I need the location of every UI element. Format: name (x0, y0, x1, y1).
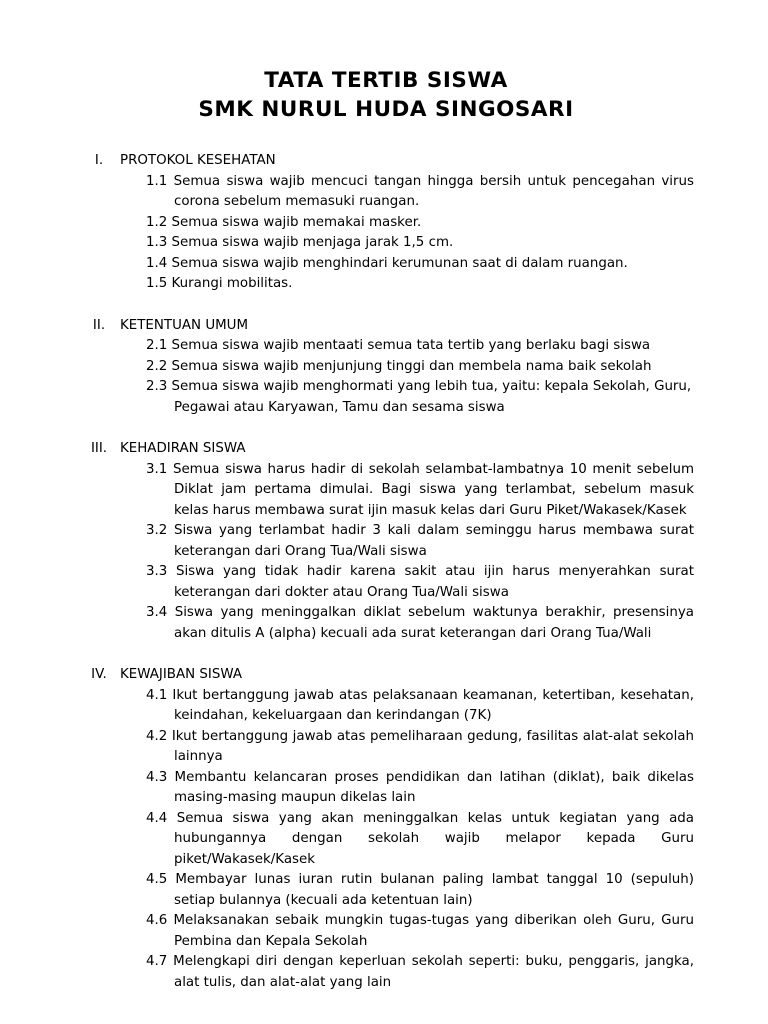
list-item: 4.7 Melengkapi diri dengan keperluan sekolah seperti: buku, penggaris, jangka, alat tulis, dan alat-alat yang lain (146, 954, 694, 990)
list-item: 1.1 Semua siswa wajib mencuci tangan hingga bersih untuk pencegahan virus corona sebelum memasuki ruangan. (146, 173, 694, 209)
list-item: 3.2 Siswa yang terlambat hadir 3 kali dalam seminggu harus membawa surat keterangan dari Orang Tua/Wali siswa (146, 523, 694, 559)
list-item: 1.4 Semua siswa wajib menghindari kerumunan saat di dalam ruangan. (146, 255, 628, 271)
section-number: II. (92, 317, 106, 333)
list-item: 1.5 Kurangi mobilitas. (146, 276, 293, 291)
school-name: SMK NURUL HUDA SINGOSARI (198, 97, 574, 122)
list-item: 4.6 Melaksanakan sebaik mungkin tugas-tugas yang diberikan oleh Guru, Guru Pembina dan Kepala Sekolah (146, 913, 694, 949)
list-item: 1.3 Semua siswa wajib menjaga jarak 1,5 cm. (146, 235, 454, 250)
list-item: 4.3 Membantu kelancaran proses pendidikan dan latihan (diklat), baik dikelas masing-masing maupun dikelas lain (146, 769, 694, 805)
list-item: 4.5 Membayar lunas iuran rutin bulanan paling lambat tanggal 10 (sepuluh) setiap bulannya (kecuali ada ketentuan lain) (146, 872, 694, 908)
section-title: PROTOKOL KESEHATAN (120, 153, 276, 168)
section-number: IV. (91, 667, 107, 682)
section-heading (78, 151, 694, 172)
section-title: KEHADIRAN SISWA (120, 441, 246, 456)
list-item: 1.2 Semua siswa wajib memakai masker. (146, 214, 422, 230)
section-number: I. (94, 153, 104, 168)
list-item: 2.3 Semua siswa wajib menghormati yang lebih tua, yaitu: kepala Sekolah, Guru, Pegawai atau Karyawan, Tamu dan sesama siswa (146, 379, 692, 415)
section-heading (78, 439, 694, 460)
section-heading (78, 665, 694, 686)
section-number: III. (90, 441, 108, 456)
list-item: 2.2 Semua siswa wajib menjunjung tinggi dan membela nama baik sekolah (146, 358, 652, 374)
section-title: KETENTUAN UMUM (120, 317, 249, 333)
section-title: KEWAJIBAN SISWA (120, 667, 243, 682)
list-item: 3.3 Siswa yang tidak hadir karena sakit atau ijin harus menyerahkan surat keterangan dari dokter atau Orang Tua/Wali siswa (146, 564, 694, 600)
list-item: 4.4 Semua siswa yang akan meninggalkan kelas untuk kegiatan yang ada hubungannya dengan sekolah wajib melapor kepada Guru piket/Wakasek/Kasek (146, 810, 694, 867)
section-kewajiban-siswa (78, 665, 694, 993)
list-item: 4.1 Ikut bertanggung jawab atas pelaksanaan keamanan, ketertiban, kesehatan, keindahan, kekeluargaan dan kerindangan (7K) (146, 687, 694, 723)
list-item: 2.1 Semua siswa wajib mentaati semua tata tertib yang berlaku bagi siswa (146, 338, 651, 353)
section-kehadiran-siswa (78, 439, 694, 644)
list-item: 3.1 Semua siswa harus hadir di sekolah selambat-lambatnya 10 menit sebelum Diklat jam pertama dimulai. Bagi siswa yang terlambat, sebelum masuk kelas harus membawa surat ijin masuk kelas dari Guru Piket/Wakasek/Kasek (146, 461, 694, 518)
list-item: 3.4 Siswa yang meninggalkan diklat sebelum waktunya berakhir, presensinya akan ditulis A (alpha) kecuali ada surat keterangan dari Orang Tua/Wali (146, 605, 694, 641)
document-title: TATA TERTIB SISWA (264, 68, 508, 93)
section-protokol-kesehatan (78, 151, 694, 295)
list-item: 4.2 Ikut bertanggung jawab atas pemeliharaan gedung, fasilitas alat-alat sekolah lainnya (146, 728, 694, 764)
section-ketentuan-umum (78, 316, 694, 419)
section-heading (78, 316, 694, 337)
